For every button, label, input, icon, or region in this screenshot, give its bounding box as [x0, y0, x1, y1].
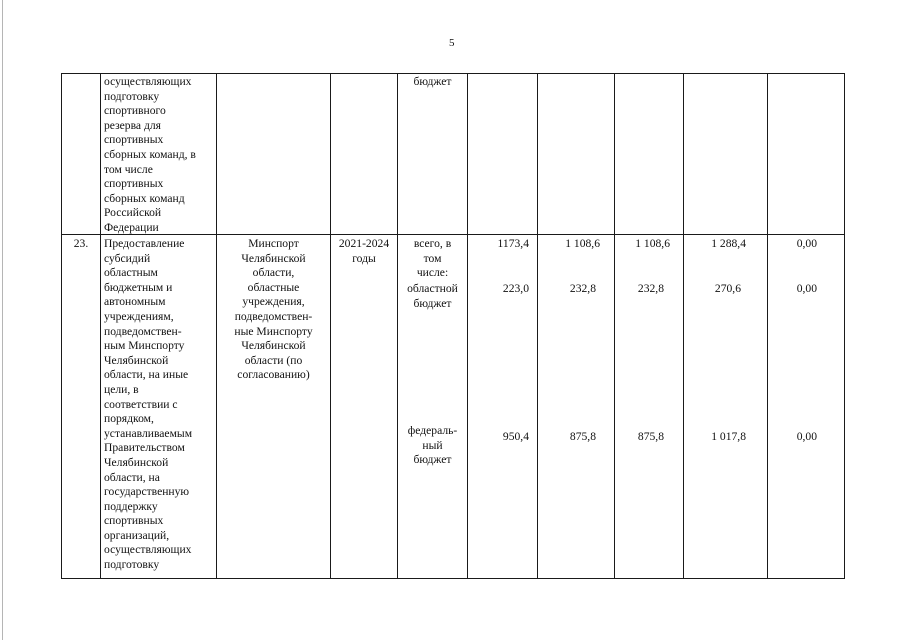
value-federal-y1: 950,4: [502, 430, 529, 443]
col-border: [330, 73, 331, 579]
value-total-y1: 1173,4: [497, 237, 529, 250]
continuation-funding-source: бюджет: [413, 75, 452, 88]
executor: Минспорт Челябинской области, областные учреждения, подведомствен- ные Минспорту Челябинской области (по согласованию): [234, 237, 313, 382]
value-federal-y4: 1 017,8: [711, 430, 746, 443]
funding-source-regional: областной бюджет: [407, 282, 458, 310]
funding-source-federal: федераль- ный бюджет: [407, 424, 458, 467]
col-border: [844, 73, 845, 579]
table-top-border: [61, 73, 845, 74]
col-border: [537, 73, 538, 579]
row-number: 23.: [73, 237, 89, 250]
measure-name: Предоставление субсидий областным бюджетным и автономным учреждениям, подведомствен- ным Минспорту Челябинской области, на иные цели, в соответствии с порядком, устанавливаемым Правительством Челябинской области, на государственную поддержку спортивных организаций, осуществляющих подготовку: [104, 237, 193, 572]
value-regional-y3: 232,8: [637, 282, 664, 295]
value-total-y4: 1 288,4: [711, 237, 746, 250]
table-bottom-border: [61, 578, 845, 579]
value-federal-y5: 0,00: [796, 430, 817, 443]
value-regional-y2: 232,8: [569, 282, 596, 295]
col-border: [397, 73, 398, 579]
period: 2021-2024 годы: [338, 237, 390, 265]
col-border: [614, 73, 615, 579]
value-regional-y1: 223,0: [502, 282, 529, 295]
value-regional-y4: 270,6: [714, 282, 741, 295]
continuation-measure-name: осуществляющих подготовку спортивного резерва для спортивных сборных команд, в том числе спортивных сборных команд Российской Федерации: [104, 75, 196, 234]
col-border: [683, 73, 684, 579]
value-total-y2: 1 108,6: [565, 237, 600, 250]
value-federal-y2: 875,8: [569, 430, 596, 443]
value-federal-y3: 875,8: [637, 430, 664, 443]
col-border: [100, 73, 101, 579]
funding-source-total: всего, в том числе:: [413, 237, 452, 280]
page-number: 5: [449, 37, 455, 49]
col-border: [767, 73, 768, 579]
value-regional-y5: 0,00: [796, 282, 817, 295]
col-border: [467, 73, 468, 579]
value-total-y5: 0,00: [796, 237, 817, 250]
value-total-y3: 1 108,6: [635, 237, 670, 250]
col-border: [61, 73, 62, 579]
